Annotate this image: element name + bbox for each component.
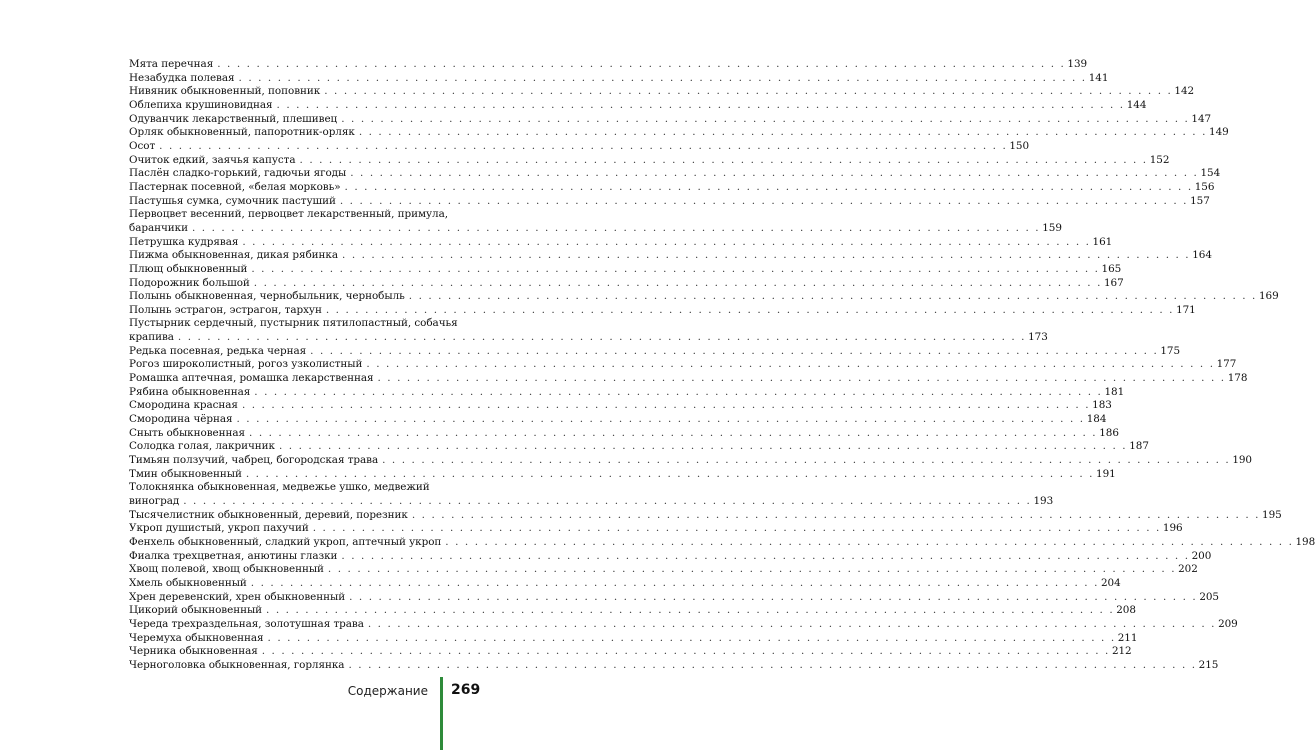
toc-entry-title-continued: баранчики xyxy=(129,221,188,234)
toc-entry-row xyxy=(129,399,1112,413)
toc-entry xyxy=(129,385,1125,400)
toc-entry-title: Черноголовка обыкновенная, горлянка xyxy=(129,658,345,671)
dot-leader: . . . . . . . . . . . . . . . . . . . . . . . . . . . . . . . . . . . . . . . . . . . . . . . . . . . . . . . . . . . . . . . . . . . . . . . . . . . . . . . . . . . . . . . xyxy=(236,413,1085,426)
dot-leader: . . . . . . . . . . . . . . . . . . . . . . . . . . . . . . . . . . . . . . . . . . . . . . . . . . . . . . . . . . . . . . . . . . . . . . . . . . . . . . . . . . . . . . . xyxy=(312,522,1161,535)
toc-entry-row xyxy=(129,549,1212,564)
toc-entry-row xyxy=(129,454,1252,468)
toc-entry-page: 144 xyxy=(1126,98,1147,111)
toc-entry xyxy=(129,399,1112,413)
toc-entry xyxy=(129,344,1181,359)
dot-leader: . . . . . . . . . . . . . . . . . . . . . . . . . . . . . . . . . . . . . . . . . . . . . . . . . . . . . . . . . . . . . . . . . . . . . . . . . . . . . . . . . . . . . . . xyxy=(324,85,1173,98)
dot-leader: . . . . . . . . . . . . . . . . . . . . . . . . . . . . . . . . . . . . . . . . . . . . . . . . . . . . . . . . . . . . . . . . . . . . . . . . . . . . . . . . . . . . . . . xyxy=(299,153,1148,166)
dot-leader: . . . . . . . . . . . . . . . . . . . . . . . . . . . . . . . . . . . . . . . . . . . . . . . . . . . . . . . . . . . . . . . . . . . . . . . . . . . . . . . . . . . . . . . xyxy=(327,563,1177,576)
toc-entry-row xyxy=(129,426,1119,441)
toc-entry xyxy=(129,58,1088,72)
toc-entry-page: 175 xyxy=(1160,344,1181,357)
toc-entry-title: Паслён сладко-горький, гадючьи ягоды xyxy=(129,167,347,180)
toc-entry xyxy=(129,139,1030,154)
toc-entry xyxy=(129,290,1279,304)
dot-leader: . . . . . . . . . . . . . . . . . . . . . . . . . . . . . . . . . . . . . . . . . . . . . . . . . . . . . . . . . . . . . . . . . . . . . . . . . . . . . . . . . . . . . . . xyxy=(349,590,1198,603)
toc-entry-title: Полынь эстрагон, эстрагон, тархун xyxy=(129,303,322,316)
toc-entry-row xyxy=(129,385,1125,400)
toc-entry-row xyxy=(129,508,1282,523)
dot-leader: . . . . . . . . . . . . . . . . . . . . . . . . . . . . . . . . . . . . . . . . . . . . . . . . . . . . . . . . . . . . . . . . . . . . . . . . . . . . . . . . . . . . . . . xyxy=(249,426,1098,439)
toc-entry-page: 149 xyxy=(1209,126,1229,139)
toc-entry-title: Первоцвет весенний, первоцвет лекарственный, примула, xyxy=(129,208,448,221)
toc-entry-page: 208 xyxy=(1116,604,1136,617)
dot-leader: . . . . . . . . . . . . . . . . . . . . . . . . . . . . . . . . . . . . . . . . . . . . . . . . . . . . . . . . . . . . . . . . . . . . . . . . . . . . . . . . . . . . . . . xyxy=(251,262,1100,275)
toc-entry-page: 202 xyxy=(1178,563,1198,576)
toc-entry xyxy=(129,522,1183,536)
dot-leader: . . . . . . . . . . . . . . . . . . . . . . . . . . . . . . . . . . . . . . . . . . . . . . . . . . . . . . . . . . . . . . . . . . . . . . . . . . . . . . . . . . . . . . . xyxy=(242,235,1091,248)
toc-entry-title: Ромашка аптечная, ромашка лекарственная xyxy=(129,372,374,385)
toc-entry xyxy=(129,426,1119,441)
dot-leader: . . . . . . . . . . . . . . . . . . . . . . . . . . . . . . . . . . . . . . . . . . . . . . . . . . . . . . . . . . . . . . . . . . . . . . . . . . . . . . . . . . . . . . . xyxy=(245,467,1095,480)
toc-entry-row xyxy=(129,358,1237,372)
dot-leader: . . . . . . . . . . . . . . . . . . . . . . . . . . . . . . . . . . . . . . . . . . . . . . . . . . . . . . . . . . . . . . . . . . . . . . . . . . . . . . . . . . . . . . . xyxy=(344,180,1193,193)
toc-entry xyxy=(129,112,1212,127)
toc-entry-page: 154 xyxy=(1200,167,1221,180)
toc-entry-title: Сныть обыкновенная xyxy=(129,426,246,439)
dot-leader: . . . . . . . . . . . . . . . . . . . . . . . . . . . . . . . . . . . . . . . . . . . . . . . . . . . . . . . . . . . . . . . . . . . . . . . . . . . . . . . . . . . . . . . xyxy=(279,440,1128,453)
page-footer xyxy=(0,682,600,702)
toc-entry-title-continued: виноград xyxy=(129,495,180,507)
toc-entry xyxy=(129,372,1248,386)
toc-entry-row xyxy=(129,617,1238,632)
toc-entry-title: Редька посевная, редька черная xyxy=(129,344,307,357)
toc-entry-title: Смородина красная xyxy=(129,399,238,412)
toc-entry-title: Полынь обыкновенная, чернобыльник, чернобыль xyxy=(129,290,405,303)
toc-entry-row xyxy=(129,535,1315,550)
toc-entry xyxy=(129,303,1196,318)
toc-entry-row xyxy=(129,98,1147,113)
toc-entry xyxy=(129,262,1122,277)
toc-entry-row xyxy=(129,413,1107,427)
toc-entry-title: Фенхель обыкновенный, сладкий укроп, аптечный укроп xyxy=(129,535,442,548)
toc-entry xyxy=(129,413,1107,427)
toc-entry-row xyxy=(129,590,1219,605)
toc-entry xyxy=(129,317,1048,344)
toc-entry xyxy=(129,180,1215,195)
toc-entry xyxy=(129,481,1054,508)
toc-entry-title: Пустырник сердечный, пустырник пятилопастный, собачья xyxy=(129,317,458,330)
dot-leader: . . . . . . . . . . . . . . . . . . . . . . . . . . . . . . . . . . . . . . . . . . . . . . . . . . . . . . . . . . . . . . . . . . . . . . . . . . . . . . . . . . . . . . . xyxy=(411,508,1261,521)
toc-entry-row xyxy=(129,658,1219,673)
toc-entry xyxy=(129,440,1149,454)
toc-entry-title: Хвощ полевой, хвощ обыкновенный xyxy=(129,563,324,576)
dot-leader: . . . . . . . . . . . . . . . . . . . . . . . . . . . . . . . . . . . . . . . . . . . . . . . . . . . . . . . . . . . . . . . . . . . . . . . . . . . . . . . . . . . . . . . xyxy=(348,658,1197,671)
toc-entry xyxy=(129,126,1229,140)
toc-entry-title: Рогоз широколистный, рогоз узколистный xyxy=(129,358,363,371)
dot-leader: . . . . . . . . . . . . . . . . . . . . . . . . . . . . . . . . . . . . . . . . . . . . . . . . . . . . . . . . . . . . . . . . . . . . . . . . . . . . . . . . . . . . . . . xyxy=(366,358,1215,371)
dot-leader: . . . . . . . . . . . . . . . . . . . . . . . . . . . . . . . . . . . . . . . . . . . . . . . . . . . . . . . . . . . . . . . . . . . . . . . . . . . . . . . . . . . . . . . xyxy=(254,385,1103,398)
toc-entry-page: 171 xyxy=(1176,303,1196,316)
toc-entry-page: 195 xyxy=(1262,508,1282,521)
toc-entry xyxy=(129,194,1210,209)
dot-leader: . . . . . . . . . . . . . . . . . . . . . . . . . . . . . . . . . . . . . . . . . . . . . . . . . . . . . . . . . . . . . . . . . . . . . . . . . . . . . . . . . . . . . . . xyxy=(183,495,1032,507)
toc-entry xyxy=(129,71,1109,86)
toc-entry-row xyxy=(129,604,1136,618)
toc-entry-row xyxy=(129,645,1132,659)
dot-leader: . . . . . . . . . . . . . . . . . . . . . . . . . . . . . . . . . . . . . . . . . . . . . . . . . . . . . . . . . . . . . . . . . . . . . . . . . . . . . . . . . . . . . . . xyxy=(266,604,1115,617)
toc-entry-row xyxy=(129,249,1212,263)
toc-entry-row xyxy=(129,344,1181,359)
toc-entry-row xyxy=(129,58,1088,72)
toc-entry-row xyxy=(129,522,1183,536)
toc-entry xyxy=(129,85,1195,99)
toc-entry-row xyxy=(129,139,1030,154)
toc-entry-title: Хмель обыкновенный xyxy=(129,576,247,589)
toc-entry-page: 178 xyxy=(1227,372,1248,385)
toc-entry-title: Пижма обыкновенная, дикая рябинка xyxy=(129,249,339,262)
toc-entry xyxy=(129,235,1113,250)
toc-entry-title-continued: крапива xyxy=(129,331,174,344)
toc-entry-page: 173 xyxy=(1028,331,1048,344)
toc-entry-row xyxy=(129,71,1109,86)
toc-entry-title: Рябина обыкновенная xyxy=(129,385,251,398)
toc-entry-page: 196 xyxy=(1162,522,1183,535)
toc-entry-page: 209 xyxy=(1218,617,1238,630)
toc-entry-row xyxy=(129,331,1048,345)
toc-entry-title: Тимьян ползучий, чабрец, богородская трава xyxy=(129,454,379,467)
toc-entry-row xyxy=(129,180,1215,195)
dot-leader: . . . . . . . . . . . . . . . . . . . . . . . . . . . . . . . . . . . . . . . . . . . . . . . . . . . . . . . . . . . . . . . . . . . . . . . . . . . . . . . . . . . . . . . xyxy=(377,372,1226,385)
toc-entry-row xyxy=(129,576,1121,591)
toc-entry-row xyxy=(129,563,1198,577)
dot-leader: . . . . . . . . . . . . . . . . . . . . . . . . . . . . . . . . . . . . . . . . . . . . . . . . . . . . . . . . . . . . . . . . . . . . . . . . . . . . . . . . . . . . . . . xyxy=(241,399,1091,412)
toc-entry-title: Осот xyxy=(129,139,156,152)
toc-entry-page: 139 xyxy=(1067,58,1088,70)
toc-entry-page: 190 xyxy=(1232,454,1252,467)
dot-leader: . . . . . . . . . . . . . . . . . . . . . . . . . . . . . . . . . . . . . . . . . . . . . . . . . . . . . . . . . . . . . . . . . . . . . . . . . . . . . . . . . . . . . . . xyxy=(192,221,1041,234)
toc-entry-page: 159 xyxy=(1042,221,1062,234)
toc-entry-row xyxy=(129,440,1149,454)
dot-leader: . . . . . . . . . . . . . . . . . . . . . . . . . . . . . . . . . . . . . . . . . . . . . . . . . . . . . . . . . . . . . . . . . . . . . . . . . . . . . . . . . . . . . . . xyxy=(341,112,1190,125)
toc-entry-row xyxy=(129,276,1124,291)
dot-leader: . . . . . . . . . . . . . . . . . . . . . . . . . . . . . . . . . . . . . . . . . . . . . . . . . . . . . . . . . . . . . . . . . . . . . . . . . . . . . . . . . . . . . . . xyxy=(267,631,1116,644)
toc-entry-title: Петрушка кудрявая xyxy=(129,235,239,248)
table-of-contents xyxy=(129,58,1315,673)
dot-leader: . . . . . . . . . . . . . . . . . . . . . . . . . . . . . . . . . . . . . . . . . . . . . . . . . . . . . . . . . . . . . . . . . . . . . . . . . . . . . . . . . . . . . . . xyxy=(358,126,1208,139)
toc-entry xyxy=(129,631,1138,646)
toc-entry-title: Нивяник обыкновенный, поповник xyxy=(129,85,321,98)
toc-entry-title: Пастушья сумка, сумочник пастуший xyxy=(129,194,336,207)
toc-entry xyxy=(129,153,1170,168)
toc-entry-title: Толокнянка обыкновенная, медвежье ушко, медвежий xyxy=(129,481,430,494)
toc-entry-page: 164 xyxy=(1192,249,1212,262)
toc-entry-row xyxy=(129,221,1062,236)
toc-entry-page: 183 xyxy=(1092,399,1112,412)
dot-leader: . . . . . . . . . . . . . . . . . . . . . . . . . . . . . . . . . . . . . . . . . . . . . . . . . . . . . . . . . . . . . . . . . . . . . . . . . . . . . . . . . . . . . . . xyxy=(325,303,1175,316)
toc-entry xyxy=(129,249,1212,263)
toc-entry-title: Орляк обыкновенный, папоротник-орляк xyxy=(129,126,355,139)
toc-entry-page: 211 xyxy=(1117,631,1138,644)
dot-leader: . . . . . . . . . . . . . . . . . . . . . . . . . . . . . . . . . . . . . . . . . . . . . . . . . . . . . . . . . . . . . . . . . . . . . . . . . . . . . . . . . . . . . . . xyxy=(253,276,1102,289)
toc-entry-title: Плющ обыкновенный xyxy=(129,262,248,275)
toc-entry-row xyxy=(129,112,1212,127)
toc-entry-title: Фиалка трехцветная, анютины глазки xyxy=(129,549,338,562)
toc-entry-page: 169 xyxy=(1258,290,1279,303)
toc-entry-row xyxy=(129,372,1248,386)
toc-entry-title: Черника обыкновенная xyxy=(129,645,258,658)
toc-entry-row xyxy=(129,495,1054,509)
toc-entry-title: Смородина чёрная xyxy=(129,413,233,426)
dot-leader: . . . . . . . . . . . . . . . . . . . . . . . . . . . . . . . . . . . . . . . . . . . . . . . . . . . . . . . . . . . . . . . . . . . . . . . . . . . . . . . . . . . . . . . xyxy=(367,617,1217,630)
toc-entry-row xyxy=(129,153,1170,168)
toc-entry xyxy=(129,617,1238,632)
toc-entry-title: Мята перечная xyxy=(129,58,214,70)
toc-entry-title: Очиток едкий, заячья капуста xyxy=(129,153,296,166)
toc-entry xyxy=(129,645,1132,659)
toc-entry xyxy=(129,508,1282,523)
toc-entry-page: 177 xyxy=(1216,358,1237,371)
toc-entry-row xyxy=(129,631,1138,646)
dot-leader: . . . . . . . . . . . . . . . . . . . . . . . . . . . . . . . . . . . . . . . . . . . . . . . . . . . . . . . . . . . . . . . . . . . . . . . . . . . . . . . . . . . . . . . xyxy=(339,194,1189,207)
toc-entry-row xyxy=(129,262,1122,277)
dot-leader: . . . . . . . . . . . . . . . . . . . . . . . . . . . . . . . . . . . . . . . . . . . . . . . . . . . . . . . . . . . . . . . . . . . . . . . . . . . . . . . . . . . . . . . xyxy=(408,290,1257,303)
toc-entry xyxy=(129,454,1252,468)
toc-entry-row xyxy=(129,194,1210,209)
toc-entry xyxy=(129,576,1121,591)
toc-entry-page: 193 xyxy=(1033,495,1054,507)
toc-entry-title: Цикорий обыкновенный xyxy=(129,604,263,617)
toc-entry-title: Незабудка полевая xyxy=(129,71,235,84)
toc-entry xyxy=(129,276,1124,291)
page-number: 269 xyxy=(451,682,481,698)
toc-entry xyxy=(129,658,1219,673)
toc-entry xyxy=(129,167,1221,181)
toc-entry-title: Одуванчик лекарственный, плешивец xyxy=(129,112,338,125)
dot-leader: . . . . . . . . . . . . . . . . . . . . . . . . . . . . . . . . . . . . . . . . . . . . . . . . . . . . . . . . . . . . . . . . . . . . . . . . . . . . . . . . . . . . . . . xyxy=(276,98,1125,111)
toc-entry-title: Тысячелистник обыкновенный, деревий, порезник xyxy=(129,508,408,521)
toc-entry xyxy=(129,604,1136,618)
toc-entry-page: 187 xyxy=(1129,440,1149,453)
toc-entry-row xyxy=(129,85,1195,99)
dot-leader: . . . . . . . . . . . . . . . . . . . . . . . . . . . . . . . . . . . . . . . . . . . . . . . . . . . . . . . . . . . . . . . . . . . . . . . . . . . . . . . . . . . . . . . xyxy=(445,535,1294,548)
toc-entry-row xyxy=(129,290,1279,304)
toc-entry-title: Череда трехраздельная, золотушная трава xyxy=(129,617,364,630)
toc-entry-page: 157 xyxy=(1190,194,1210,207)
toc-entry-row xyxy=(129,235,1113,250)
dot-leader: . . . . . . . . . . . . . . . . . . . . . . . . . . . . . . . . . . . . . . . . . . . . . . . . . . . . . . . . . . . . . . . . . . . . . . . . . . . . . . . . . . . . . . . xyxy=(382,454,1231,467)
section-label: Содержание xyxy=(347,684,428,698)
toc-entry-title: Укроп душистый, укроп пахучий xyxy=(129,522,309,535)
toc-entry-title: Солодка голая, лакричник xyxy=(129,440,275,453)
toc-entry-page: 152 xyxy=(1149,153,1170,166)
toc-entry-page: 205 xyxy=(1199,590,1219,603)
toc-entry-page: 215 xyxy=(1198,658,1219,671)
toc-entry xyxy=(129,549,1212,564)
toc-entry-page: 204 xyxy=(1101,576,1121,589)
toc-entry xyxy=(129,563,1198,577)
toc-entry-page: 181 xyxy=(1104,385,1125,398)
toc-entry-page: 212 xyxy=(1111,645,1132,658)
toc-entry-row xyxy=(129,303,1196,318)
toc-entry-page: 156 xyxy=(1194,180,1215,193)
toc-entry-page: 147 xyxy=(1191,112,1212,125)
toc-entry xyxy=(129,535,1315,550)
dot-leader: . . . . . . . . . . . . . . . . . . . . . . . . . . . . . . . . . . . . . . . . . . . . . . . . . . . . . . . . . . . . . . . . . . . . . . . . . . . . . . . . . . . . . . . xyxy=(217,58,1066,70)
toc-entry-row xyxy=(129,467,1116,482)
dot-leader: . . . . . . . . . . . . . . . . . . . . . . . . . . . . . . . . . . . . . . . . . . . . . . . . . . . . . . . . . . . . . . . . . . . . . . . . . . . . . . . . . . . . . . . xyxy=(310,344,1159,357)
toc-entry-row xyxy=(129,126,1229,140)
toc-entry-page: 161 xyxy=(1092,235,1113,248)
toc-entry-page: 186 xyxy=(1099,426,1119,439)
toc-entry-title: Облепиха крушиновидная xyxy=(129,98,273,111)
toc-entry-page: 167 xyxy=(1104,276,1124,289)
toc-entry xyxy=(129,358,1237,372)
dot-leader: . . . . . . . . . . . . . . . . . . . . . . . . . . . . . . . . . . . . . . . . . . . . . . . . . . . . . . . . . . . . . . . . . . . . . . . . . . . . . . . . . . . . . . . xyxy=(250,576,1099,589)
toc-entry-page: 198 xyxy=(1295,535,1315,548)
toc-entry-title: Черемуха обыкновенная xyxy=(129,631,264,644)
toc-entry-title: Пастернак посевной, «белая морковь» xyxy=(129,180,341,193)
toc-entry-title: Тмин обыкновенный xyxy=(129,467,242,480)
toc-entry-page: 184 xyxy=(1086,413,1107,426)
toc-entry-page: 141 xyxy=(1088,71,1109,84)
dot-leader: . . . . . . . . . . . . . . . . . . . . . . . . . . . . . . . . . . . . . . . . . . . . . . . . . . . . . . . . . . . . . . . . . . . . . . . . . . . . . . . . . . . . . . . xyxy=(261,645,1110,658)
toc-entry xyxy=(129,208,1062,235)
dot-leader: . . . . . . . . . . . . . . . . . . . . . . . . . . . . . . . . . . . . . . . . . . . . . . . . . . . . . . . . . . . . . . . . . . . . . . . . . . . . . . . . . . . . . . . xyxy=(159,139,1008,152)
dot-leader: . . . . . . . . . . . . . . . . . . . . . . . . . . . . . . . . . . . . . . . . . . . . . . . . . . . . . . . . . . . . . . . . . . . . . . . . . . . . . . . . . . . . . . . xyxy=(177,331,1027,344)
toc-entry-title: Подорожник большой xyxy=(129,276,250,289)
toc-entry-page: 200 xyxy=(1191,549,1212,562)
dot-leader: . . . . . . . . . . . . . . . . . . . . . . . . . . . . . . . . . . . . . . . . . . . . . . . . . . . . . . . . . . . . . . . . . . . . . . . . . . . . . . . . . . . . . . . xyxy=(341,549,1190,562)
dot-leader: . . . . . . . . . . . . . . . . . . . . . . . . . . . . . . . . . . . . . . . . . . . . . . . . . . . . . . . . . . . . . . . . . . . . . . . . . . . . . . . . . . . . . . . xyxy=(238,71,1087,84)
toc-entry xyxy=(129,98,1147,113)
toc-entry-row xyxy=(129,167,1221,181)
toc-entry-page: 142 xyxy=(1174,85,1195,98)
toc-entry-page: 191 xyxy=(1096,467,1116,480)
dot-leader: . . . . . . . . . . . . . . . . . . . . . . . . . . . . . . . . . . . . . . . . . . . . . . . . . . . . . . . . . . . . . . . . . . . . . . . . . . . . . . . . . . . . . . . xyxy=(342,249,1191,262)
toc-entry-title: Хрен деревенский, хрен обыкновенный xyxy=(129,590,346,603)
toc-entry-page: 165 xyxy=(1101,262,1122,275)
toc-entry-page: 150 xyxy=(1009,139,1030,152)
toc-entry xyxy=(129,467,1116,482)
toc-entry xyxy=(129,590,1219,605)
dot-leader: . . . . . . . . . . . . . . . . . . . . . . . . . . . . . . . . . . . . . . . . . . . . . . . . . . . . . . . . . . . . . . . . . . . . . . . . . . . . . . . . . . . . . . . xyxy=(350,167,1199,180)
